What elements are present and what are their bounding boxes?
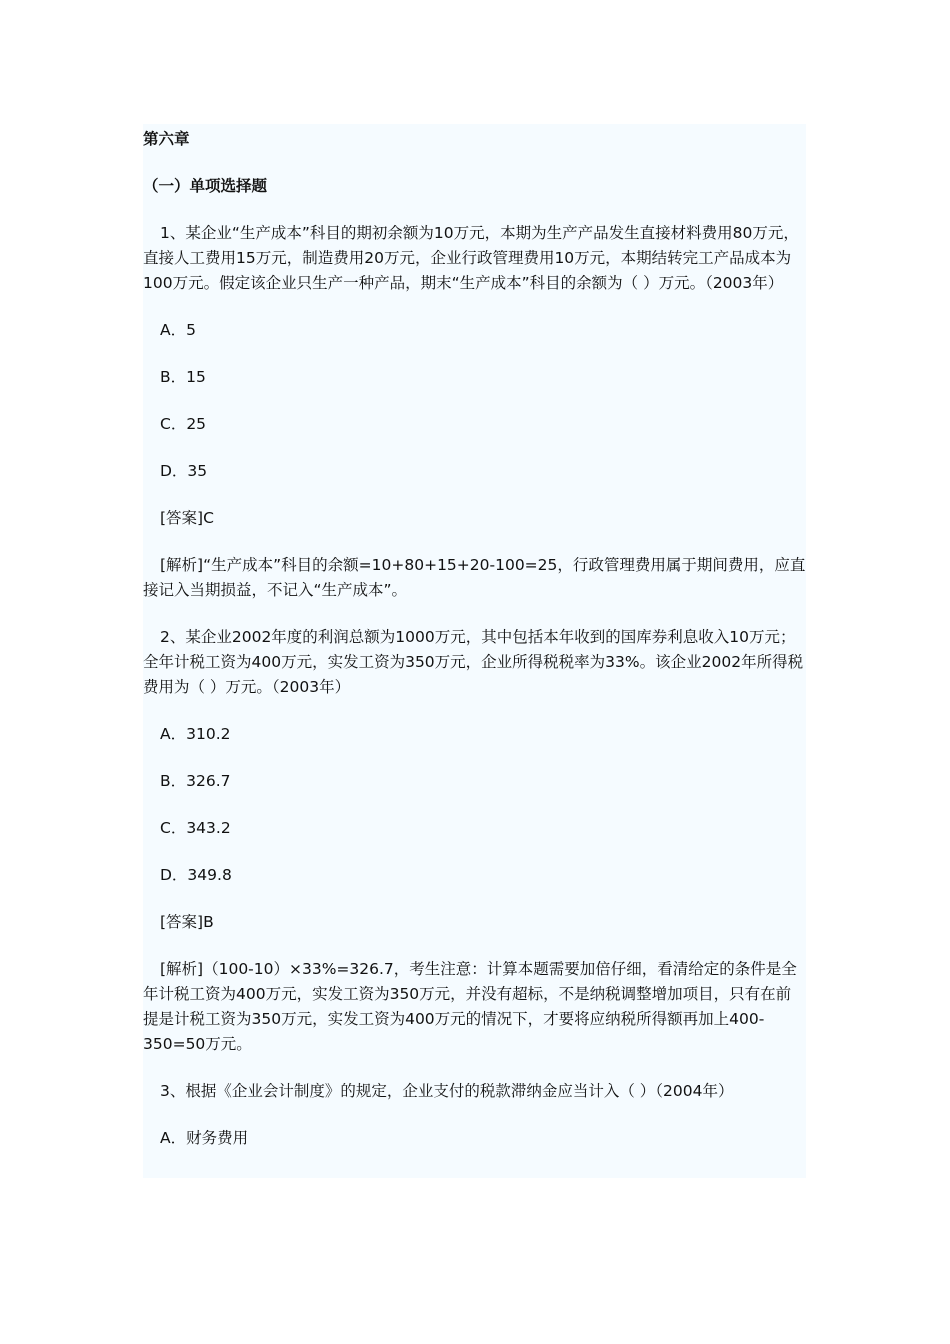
chapter-title: 第六章 <box>143 130 190 148</box>
question-3-option-a: A．财务费用 <box>160 1129 249 1147</box>
question-2-option-b: B．326.7 <box>160 772 231 790</box>
question-2-stem: 2、某企业2002年度的利润总额为1000万元，其中包括本年收到的国库券利息收入10万元；全年计税工资为400万元，实发工资为350万元，企业所得税税率为33%。该企业2002年所得税费用为（ ）万元。（2003年） <box>143 628 804 696</box>
document-content <box>143 124 806 1173</box>
question-1-option-c: C．25 <box>160 415 207 433</box>
question-1-answer: [答案]C <box>160 509 214 527</box>
question-2-option-c: C．343.2 <box>160 819 231 837</box>
question-1-option-d: D．35 <box>160 462 208 480</box>
question-2-option-a: A．310.2 <box>160 725 231 743</box>
question-1-option-a: A．5 <box>160 321 196 339</box>
section-title: （一）单项选择题 <box>143 177 268 195</box>
question-2-answer: [答案]B <box>160 913 214 931</box>
question-1-explanation: [解析]“生产成本”科目的余额=10+80+15+20-100=25，行政管理费用属于期间费用，应直接记入当期损益，不记入“生产成本”。 <box>143 556 806 599</box>
question-2-explanation: [解析]（100-10）×33%=326.7，考生注意：计算本题需要加倍仔细，看清给定的条件是全年计税工资为400万元，实发工资为350万元，并没有超标，不是纳税调整增加项目，只有在前提是计税工资为350万元，实发工资为400万元的情况下，才要将应纳税所得额再加上400-350=50万元。 <box>143 960 797 1053</box>
question-3-stem: 3、根据《企业会计制度》的规定，企业支付的税款滞纳金应当计入（ ）（2004年） <box>160 1082 734 1100</box>
question-2-option-d: D．349.8 <box>160 866 232 884</box>
question-1-stem: 1、某企业“生产成本”科目的期初余额为10万元，本期为生产产品发生直接材料费用80万元，直接人工费用15万元，制造费用20万元，企业行政管理费用10万元，本期结转完工产品成本为100万元。假定该企业只生产一种产品，期末“生产成本”科目的余额为（ ）万元。（2003年） <box>143 224 799 292</box>
question-1-option-b: B．15 <box>160 368 206 386</box>
